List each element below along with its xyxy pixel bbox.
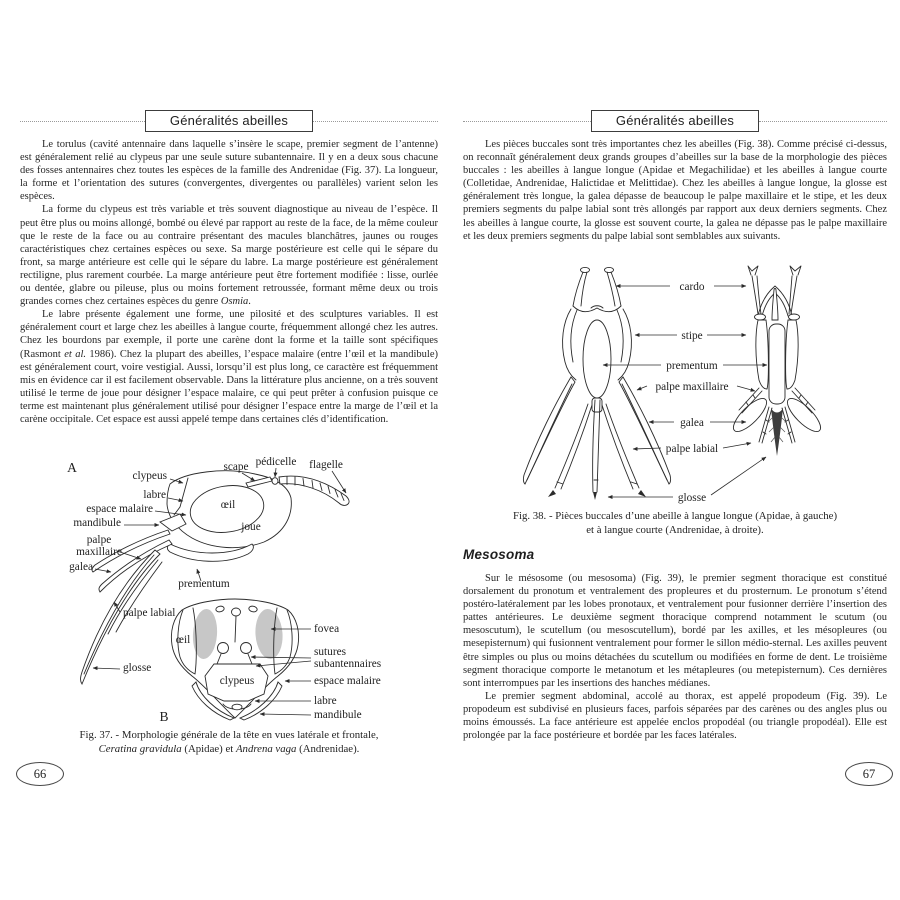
fig38-label-glosse: glosse (677, 492, 707, 504)
right-text-column-bottom (463, 572, 887, 742)
running-head-right (463, 110, 887, 132)
header-rule (759, 121, 887, 122)
fig38-short-tongue-art (729, 266, 825, 456)
paragraph-propodeum: Le premier segment abdominal, accolé au thorax, est appelé propodeum (Fig. 39). Le propodeum est subdivisé en plusieurs faces, parfois séparées par des carènes ou des angles plus ou moins émoussés. La face antérieure est appelée enclos propodéal (ou triangle propodéal). Elle est prolongée par la face postérieure et bordée par les faces latérales. (463, 690, 887, 742)
fig37-label-pedicelle: pédicelle (255, 456, 297, 468)
fig37-label-mandibule-b: mandibule (314, 709, 362, 721)
fig37-label-palpe-maxillaire-2: maxillaire (76, 546, 122, 558)
paragraph-pieces-buccales: Les pièces buccales sont très importantes chez les abeilles (Fig. 38). Comme précisé ci-dessus, on reconnaît généralement deux grands groupes d’abeilles sur la base de la morphologie des pièces buccales : les abeilles à langue longue (Apidae et Megachilidae) et les abeilles à langue courte (Colletidae, Andrenidae, Halictidae et Melittidae). Chez les abeilles à langue longue, la glosse est généralement très longue, la galea dépasse de beaucoup le palpe maxillaire et le stipe, et les deux premiers segments du palpe labial sont très allongés par rapport aux deux derniers segments. Chez les abeilles à langue courte, la glosse est souvent courte, la galea ne dépasse pas le palpe maxillaire et les deux premiers segments du palpe labial sont semblables aux suivants. (463, 139, 887, 242)
fig37-label-fovea: fovea (314, 623, 340, 635)
figure-37-caption-line2: Ceratina gravidula (Apidae) et Andrena vaga (Andrenidae). (98, 742, 360, 755)
figure-38-mouthparts-diagram (463, 262, 887, 508)
fig37-label-labre-b: labre (314, 695, 337, 707)
figure-37-caption-line1: Fig. 37. - Morphologie générale de la tête en vues latérale et frontale, (79, 729, 379, 741)
fig37-label-glosse: glosse (123, 662, 152, 674)
paragraph-labre: Le labre présente également une forme, une pilosité et des sculptures variables. Il est généralement court et large chez les abeilles à langue courte, fréquemment allongé chez les autres. Chez les bourdons par exemple, il porte une carène dont la forme et la taille sont spécifiques (Rasmont et al. 1986). Chez la plupart des abeilles, l’espace malaire (entre l’œil et la mandibule) est généralement court, voire vestigial. Aussi, lorsqu’il est plus long, ce caractère est fréquemment mis en évidence car il est facilement observable. Dans la littérature plus ancienne, on a très souvent utilisé le terme de joue pour désigner l’espace malaire, ce qui peut prêter à confusion puisque ce terme est maintenant plus généralement utilisé pour désigner l’espace entre la marge de l’œil et la carène occipitale. Cet espace est aussi appelé tempe dans certaines clés d’identification. (20, 309, 438, 425)
fig37-label-galea: galea (69, 561, 93, 573)
fig38-long-tongue-art (523, 267, 670, 500)
running-title: Généralités abeilles (591, 110, 759, 132)
fig37-label-palpe-labial: palpe labial (123, 607, 176, 619)
fig37-label-oeil-a: œil (220, 499, 236, 511)
fig38-label-cardo: cardo (679, 281, 705, 293)
fig37-label-clypeus-b: clypeus (219, 675, 255, 687)
fig38-label-stipe: stipe (681, 330, 703, 342)
fig38-label-prementum: prementum (666, 360, 718, 372)
section-heading-mesosoma: Mesosoma (463, 547, 535, 562)
fig37-label-sutures-2: subantennaires (314, 658, 382, 670)
fig37-label-scape: scape (223, 461, 249, 473)
fig37-panel-b-label: B (159, 709, 169, 724)
fig37-panel-a-label: A (67, 460, 77, 475)
running-head-left (20, 110, 438, 132)
paragraph-mesosome: Sur le mésosome (ou mesosoma) (Fig. 39), le premier segment thoracique est constitué dorsalement du pronotum et ventralement des propleures et du prosternum. Le pronotum s’étend postéro-latéralement par les lobes pronotaux, et ventralement pour fusionner derrière l’insertion des pattes antérieures. Le deuxième segment thoracique comprend notamment le scutum (ou mesoscutum), le scutellum (ou mesoscutellum), bordé par les axilles, et les mésopleures (ou mesepisternum) qui fusionnent ventralement pour former le sillon médio-sternal. Les axilles peuvent être simples ou plus ou moins détachées du scutellum ou modifiées en forme de dent. Le troisième segment thoracique comporte le metanotum et les métapleures (ou metepisternum). Ces dernières sont interrompues par les insertions des hanches médianes. (463, 573, 887, 689)
header-rule (20, 121, 145, 122)
left-text-column (20, 138, 438, 426)
figure-38-caption (463, 510, 887, 538)
page-number-left: 66 (16, 762, 64, 786)
fig37-label-espace-malaire-b: espace malaire (314, 675, 381, 687)
fig37-label-oeil-b: œil (175, 634, 191, 646)
page-number-right: 67 (845, 762, 893, 786)
figure-38-caption-line1: Fig. 38. - Pièces buccales d’une abeille à langue longue (Apidae, à gauche) (512, 510, 838, 522)
fig37-label-palpe-maxillaire-1: palpe (86, 534, 112, 546)
figure-37-bee-head-diagram (20, 452, 438, 732)
paragraph-torulus: Le torulus (cavité antennaire dans laquelle s’insère le scape, premier segment de l’antenne) est généralement relié au clypeus par une seule suture subantennaire. Il y en a deux sous chacune des fosses antennaires chez toutes les espèces de la famille des Andrenidae (Fig. 37). La longueur, la forme et l’orientation des sutures (convergentes, divergentes ou parallèles) varient selon les espèces. (20, 139, 438, 203)
fig37-label-joue: joue (241, 521, 261, 533)
fig38-label-palpe-labial: palpe labial (665, 443, 719, 455)
fig37-label-espace-malaire-a: espace malaire (86, 503, 153, 515)
fig37-label-labre-a: labre (143, 489, 166, 501)
fig38-label-galea: galea (680, 417, 704, 429)
page-left (20, 0, 438, 900)
header-rule (313, 121, 438, 122)
right-text-column-top (463, 138, 887, 243)
fig37-label-clypeus-a: clypeus (132, 470, 167, 482)
page-right (463, 0, 887, 900)
fig37-frontal-head-art (171, 599, 298, 720)
fig37-label-prementum: prementum (178, 578, 230, 590)
figure-38-caption-line2: et à langue courte (Andrenidae, à droite). (586, 523, 764, 536)
fig38-label-palpe-maxillaire: palpe maxillaire (655, 381, 729, 393)
figure-37-caption (20, 729, 438, 757)
fig37-label-sutures-1: sutures (314, 646, 347, 658)
paragraph-clypeus: La forme du clypeus est très variable et très souvent diagnostique au niveau de l’espèce. Il peut être plus ou moins allongé, bombé ou élevé par rapport au reste de la face, de la même couleur que le reste de la face ou au contraire présentant des macules blanchâtres, jaunes ou rouges caractéristiques chez certaines espèces ou sexe. Sa marge postérieure est celle qui le sépare du front, sa marge antérieure est celle qui le sépare du labre. La marge postérieure est généralement rectiligne, plus rarement courbée. La marge antérieure peut être fortement modifiée : lisse, ourlée ou dentée, glabre ou pileuse, plus ou moins fortement retroussée, formant même deux ou trois grandes cornes chez certaines espèces du genre Osmia. (20, 204, 438, 308)
running-title: Généralités abeilles (145, 110, 313, 132)
header-rule (463, 121, 591, 122)
fig37-label-mandibule-a: mandibule (73, 517, 121, 529)
fig37-label-flagelle: flagelle (309, 459, 343, 471)
